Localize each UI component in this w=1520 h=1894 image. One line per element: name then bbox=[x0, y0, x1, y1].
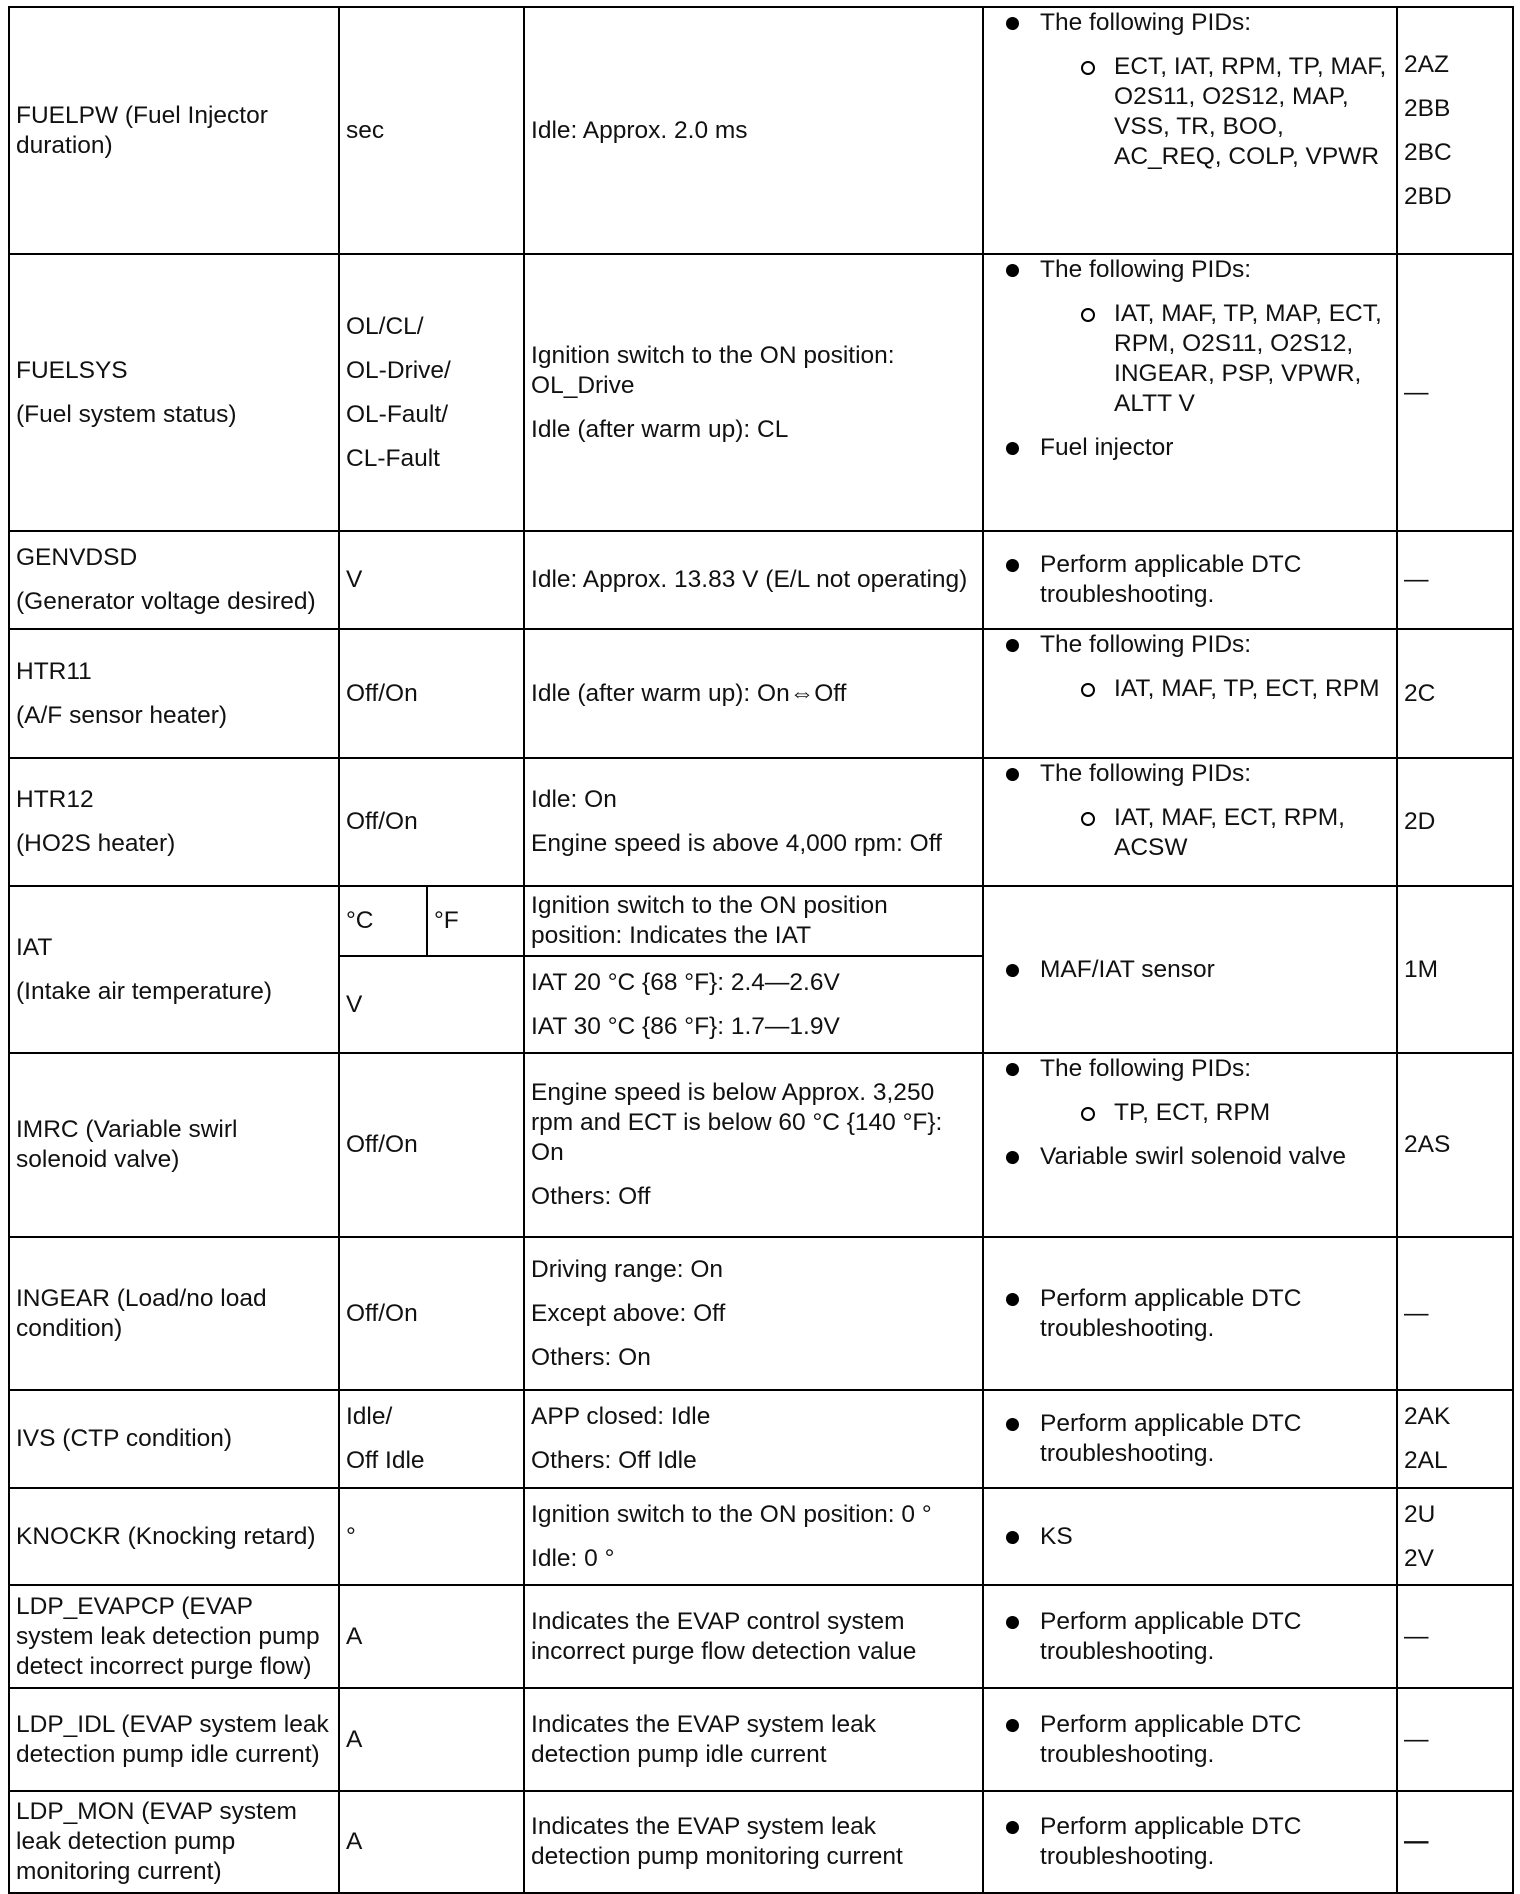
condition-text: Idle (after warm up): On⇔Off bbox=[531, 679, 847, 707]
bullet-item: Fuel injector bbox=[1040, 433, 1390, 463]
terminal-value: — bbox=[1404, 378, 1429, 406]
sub-list bbox=[1040, 803, 1390, 863]
pid-name-cell bbox=[9, 254, 339, 531]
pid-name: LDP_MON (EVAP system leak detection pump monitoring current) bbox=[16, 1798, 297, 1885]
table-row bbox=[9, 1237, 1513, 1390]
terminal-value: 2C bbox=[1404, 679, 1436, 707]
unit-value: A bbox=[346, 1828, 363, 1855]
condition-text: Others: Off Idle bbox=[531, 1447, 697, 1474]
terminal-cell bbox=[1397, 1390, 1513, 1488]
unit-cell bbox=[339, 7, 524, 254]
unit-value: ° bbox=[346, 1522, 356, 1550]
inspection-list bbox=[990, 1812, 1390, 1872]
terminal-value: 2BD bbox=[1404, 182, 1452, 210]
inspection-list bbox=[990, 955, 1390, 985]
bullet-item: Perform applicable DTC troubleshooting. bbox=[1040, 1409, 1390, 1469]
terminal-cell bbox=[1397, 1488, 1513, 1585]
pid-name: LDP_IDL (EVAP system leak detection pump idle current) bbox=[16, 1710, 329, 1768]
unit-value: A bbox=[346, 1622, 363, 1650]
unit-cell bbox=[339, 956, 524, 1053]
unit-value: OL-Drive/ bbox=[346, 356, 451, 384]
table-row bbox=[9, 254, 1513, 531]
terminal-value: — bbox=[1404, 1725, 1429, 1753]
terminal-cell bbox=[1397, 254, 1513, 531]
unit-cell bbox=[339, 1791, 524, 1893]
inspection-cell bbox=[983, 886, 1397, 1053]
terminal-value: — bbox=[1404, 1622, 1429, 1650]
condition-cell bbox=[524, 1585, 983, 1688]
sub-bullet-item: TP, ECT, RPM bbox=[1114, 1098, 1390, 1128]
inspection-cell bbox=[983, 758, 1397, 886]
table-row bbox=[9, 629, 1513, 758]
unit-value: Off Idle bbox=[346, 1447, 425, 1474]
unit-cell bbox=[339, 1237, 524, 1390]
pid-name: GENVDSD bbox=[16, 544, 138, 571]
unit-value: A bbox=[346, 1725, 363, 1753]
condition-text: Engine speed is below Approx. 3,250 rpm and ECT is below 60 °C {140 °F}: On bbox=[531, 1079, 943, 1166]
unit-value: V bbox=[346, 566, 363, 593]
terminal-cell bbox=[1397, 886, 1513, 1053]
pid-name: LDP_EVAPCP (EVAP system leak detection pump detect incorrect purge flow) bbox=[16, 1592, 320, 1680]
pid-name: HTR12 bbox=[16, 786, 94, 813]
terminal-cell bbox=[1397, 758, 1513, 886]
unit-fahrenheit: °F bbox=[434, 907, 459, 934]
bullet-item: MAF/IAT sensor bbox=[1040, 955, 1390, 985]
condition-text: Engine speed is above 4,000 rpm: Off bbox=[531, 830, 942, 857]
pid-name-cell bbox=[9, 1791, 339, 1893]
inspection-cell bbox=[983, 254, 1397, 531]
table-row bbox=[9, 1053, 1513, 1237]
pid-name-cell bbox=[9, 1237, 339, 1390]
inspection-list bbox=[990, 759, 1390, 863]
inspection-cell bbox=[983, 531, 1397, 629]
pid-name-cell bbox=[9, 629, 339, 758]
inspection-list bbox=[990, 550, 1390, 610]
table-row bbox=[9, 1791, 1513, 1893]
bullet-item: The following PIDs: IAT, MAF, ECT, RPM, ACSW bbox=[1040, 759, 1390, 863]
unit-value: Off/On bbox=[346, 808, 418, 835]
pid-description: (A/F sensor heater) bbox=[16, 701, 228, 729]
bullet-item: The following PIDs: IAT, MAF, TP, ECT, RPM bbox=[1040, 630, 1390, 704]
terminal-value: 2AK bbox=[1404, 1403, 1451, 1430]
condition-text: Indicates the EVAP system leak detection pump idle current bbox=[531, 1710, 877, 1768]
unit-cell bbox=[339, 1488, 524, 1585]
terminal-value: 2V bbox=[1404, 1544, 1434, 1572]
condition-text: APP closed: Idle bbox=[531, 1403, 711, 1430]
pid-name: IMRC (Variable swirl solenoid valve) bbox=[16, 1116, 238, 1173]
terminal-value: 2BC bbox=[1404, 138, 1452, 166]
unit-cell bbox=[339, 1688, 524, 1791]
terminal-cell bbox=[1397, 1237, 1513, 1390]
condition-cell bbox=[524, 1791, 983, 1893]
inspection-cell bbox=[983, 7, 1397, 254]
terminal-cell bbox=[1397, 1688, 1513, 1791]
pid-name: IVS (CTP condition) bbox=[16, 1425, 233, 1452]
condition-text: Ignition switch to the ON position: OL_Drive bbox=[531, 341, 895, 399]
pid-description: (Fuel system status) bbox=[16, 400, 237, 428]
bullet-item: Perform applicable DTC troubleshooting. bbox=[1040, 550, 1390, 610]
pid-name: FUELPW (Fuel Injector duration) bbox=[16, 101, 268, 159]
condition-text: Idle (after warm up): CL bbox=[531, 415, 789, 443]
unit-cell bbox=[339, 531, 524, 629]
condition-text: Indicates the EVAP system leak detection pump monitoring current bbox=[531, 1813, 903, 1870]
inspection-list bbox=[990, 1409, 1390, 1469]
condition-cell bbox=[524, 956, 983, 1053]
sub-bullet-item: IAT, MAF, TP, ECT, RPM bbox=[1114, 674, 1390, 704]
unit-value: sec bbox=[346, 116, 385, 144]
terminal-cell bbox=[1397, 1053, 1513, 1237]
table-row bbox=[9, 886, 1513, 956]
bullet-item: Perform applicable DTC troubleshooting. bbox=[1040, 1812, 1390, 1872]
terminal-value: — bbox=[1404, 1828, 1429, 1855]
condition-text: Idle: Approx. 13.83 V (E/L not operating) bbox=[531, 566, 968, 593]
table-row bbox=[9, 7, 1513, 254]
unit-value: Idle/ bbox=[346, 1403, 393, 1430]
bullet-item: The following PIDs: TP, ECT, RPM bbox=[1040, 1054, 1390, 1128]
terminal-value: 2AL bbox=[1404, 1447, 1448, 1474]
pid-table bbox=[8, 6, 1514, 1894]
condition-text: Others: On bbox=[531, 1343, 651, 1371]
table-row bbox=[9, 758, 1513, 886]
terminal-cell bbox=[1397, 531, 1513, 629]
unit-value: OL/CL/ bbox=[346, 312, 424, 340]
condition-text: Others: Off bbox=[531, 1183, 651, 1210]
condition-cell bbox=[524, 629, 983, 758]
terminal-cell bbox=[1397, 1585, 1513, 1688]
inspection-list bbox=[990, 1284, 1390, 1344]
terminal-value: — bbox=[1404, 566, 1429, 593]
pid-name: FUELSYS bbox=[16, 356, 128, 384]
table-row bbox=[9, 1585, 1513, 1688]
inspection-list bbox=[990, 8, 1390, 172]
inspection-list bbox=[990, 1522, 1390, 1552]
pid-name-cell bbox=[9, 7, 339, 254]
unit-value: Off/On bbox=[346, 1131, 418, 1158]
condition-cell bbox=[524, 1688, 983, 1791]
terminal-value: 2AS bbox=[1404, 1131, 1451, 1158]
bullet-item: Perform applicable DTC troubleshooting. bbox=[1040, 1607, 1390, 1667]
bullet-item: Perform applicable DTC troubleshooting. bbox=[1040, 1710, 1390, 1770]
unit-celsius: °C bbox=[346, 907, 374, 934]
pid-name-cell bbox=[9, 531, 339, 629]
condition-text: Idle: On bbox=[531, 786, 617, 813]
table-row bbox=[9, 531, 1513, 629]
sub-list bbox=[1040, 1098, 1390, 1128]
pid-name-cell bbox=[9, 1688, 339, 1791]
pid-name-cell bbox=[9, 886, 339, 1053]
inspection-list bbox=[990, 1607, 1390, 1667]
bullet-item: The following PIDs: ECT, IAT, RPM, TP, MAF, O2S11, O2S12, MAP, VSS, TR, BOO, AC_REQ, COLP, VPWR bbox=[1040, 8, 1390, 172]
pid-name-cell bbox=[9, 1488, 339, 1585]
terminal-value: 1M bbox=[1404, 955, 1439, 983]
table-row bbox=[9, 1488, 1513, 1585]
table-row bbox=[9, 1390, 1513, 1488]
pid-name-cell bbox=[9, 758, 339, 886]
unit-cell bbox=[339, 629, 524, 758]
condition-cell bbox=[524, 1053, 983, 1237]
unit-value: Off/On bbox=[346, 679, 418, 707]
condition-text: IAT 20 °C {68 °F}: 2.4—2.6V bbox=[531, 968, 840, 996]
sub-list bbox=[1040, 674, 1390, 704]
inspection-cell bbox=[983, 1237, 1397, 1390]
terminal-value: 2BB bbox=[1404, 94, 1451, 122]
pid-name: INGEAR (Load/no load condition) bbox=[16, 1284, 267, 1342]
condition-text: Driving range: On bbox=[531, 1255, 724, 1283]
condition-text: Ignition switch to the ON position position: Indicates the IAT bbox=[531, 892, 888, 949]
inspection-cell bbox=[983, 1688, 1397, 1791]
condition-cell bbox=[524, 886, 983, 956]
condition-text: IAT 30 °C {86 °F}: 1.7—1.9V bbox=[531, 1012, 840, 1040]
condition-text: Indicates the EVAP control system incorrect purge flow detection value bbox=[531, 1607, 917, 1665]
pid-name: IAT bbox=[16, 933, 53, 961]
pid-name-cell bbox=[9, 1053, 339, 1237]
condition-cell bbox=[524, 254, 983, 531]
inspection-list bbox=[990, 255, 1390, 463]
inspection-list bbox=[990, 630, 1390, 704]
sub-bullet-item: IAT, MAF, TP, MAP, ECT, RPM, O2S11, O2S12, INGEAR, PSP, VPWR, ALTT V bbox=[1114, 299, 1390, 419]
sub-bullet-item: IAT, MAF, ECT, RPM, ACSW bbox=[1114, 803, 1390, 863]
inspection-list bbox=[990, 1054, 1390, 1172]
pid-name-cell bbox=[9, 1390, 339, 1488]
inspection-cell bbox=[983, 1390, 1397, 1488]
terminal-value: 2D bbox=[1404, 808, 1436, 835]
unit-cell bbox=[339, 886, 427, 956]
unit-cell bbox=[427, 886, 524, 956]
inspection-cell bbox=[983, 629, 1397, 758]
condition-cell bbox=[524, 1390, 983, 1488]
inspection-list bbox=[990, 1710, 1390, 1770]
condition-text: Except above: Off bbox=[531, 1299, 726, 1327]
pid-name: KNOCKR (Knocking retard) bbox=[16, 1522, 316, 1550]
sub-list bbox=[1040, 299, 1390, 419]
condition-text: Idle: Approx. 2.0 ms bbox=[531, 116, 748, 144]
terminal-value: 2AZ bbox=[1404, 50, 1449, 78]
bullet-item: Perform applicable DTC troubleshooting. bbox=[1040, 1284, 1390, 1344]
unit-cell bbox=[339, 1053, 524, 1237]
pid-description: (Generator voltage desired) bbox=[16, 588, 316, 615]
pid-description: (Intake air temperature) bbox=[16, 977, 272, 1005]
condition-text: Ignition switch to the ON position: 0 ° bbox=[531, 1500, 932, 1528]
unit-value: V bbox=[346, 990, 363, 1018]
inspection-cell bbox=[983, 1488, 1397, 1585]
inspection-cell bbox=[983, 1053, 1397, 1237]
terminal-cell bbox=[1397, 7, 1513, 254]
unit-cell bbox=[339, 254, 524, 531]
unit-value: CL-Fault bbox=[346, 444, 440, 472]
table-row bbox=[9, 1688, 1513, 1791]
unit-value: OL-Fault/ bbox=[346, 400, 449, 428]
condition-cell bbox=[524, 1488, 983, 1585]
condition-cell bbox=[524, 1237, 983, 1390]
bullet-item: The following PIDs: IAT, MAF, TP, MAP, ECT, RPM, O2S11, O2S12, INGEAR, PSP, VPWR, ALTT V bbox=[1040, 255, 1390, 419]
condition-cell bbox=[524, 7, 983, 254]
bullet-item: KS bbox=[1040, 1522, 1390, 1552]
pid-description: (HO2S heater) bbox=[16, 830, 176, 857]
sub-list bbox=[1040, 52, 1390, 172]
terminal-value: — bbox=[1404, 1299, 1429, 1327]
inspection-cell bbox=[983, 1585, 1397, 1688]
unit-value: Off/On bbox=[346, 1299, 418, 1327]
unit-cell bbox=[339, 1585, 524, 1688]
condition-text: Idle: 0 ° bbox=[531, 1544, 615, 1572]
condition-cell bbox=[524, 758, 983, 886]
terminal-cell bbox=[1397, 629, 1513, 758]
terminal-value: 2U bbox=[1404, 1500, 1436, 1528]
pid-name: HTR11 bbox=[16, 657, 92, 685]
condition-cell bbox=[524, 531, 983, 629]
bullet-item: Variable swirl solenoid valve bbox=[1040, 1142, 1390, 1172]
terminal-cell bbox=[1397, 1791, 1513, 1893]
sub-bullet-item: ECT, IAT, RPM, TP, MAF, O2S11, O2S12, MAP, VSS, TR, BOO, AC_REQ, COLP, VPWR bbox=[1114, 52, 1390, 172]
pid-name-cell bbox=[9, 1585, 339, 1688]
unit-cell bbox=[339, 1390, 524, 1488]
inspection-cell bbox=[983, 1791, 1397, 1893]
unit-cell bbox=[339, 758, 524, 886]
